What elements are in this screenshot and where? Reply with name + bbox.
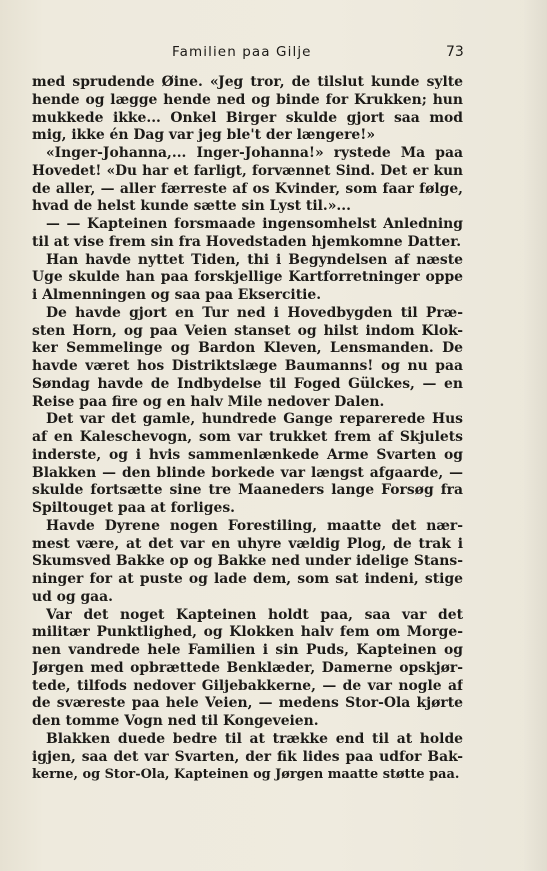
text-line: — — Kapteinen forsmaade ingensomhelst Anledning bbox=[46, 216, 463, 232]
text-line: igjen, saa det var Svarten, der fik lides paa udfor Bak- bbox=[32, 748, 463, 765]
page-edge-shadow bbox=[523, 0, 547, 871]
body-text bbox=[32, 74, 463, 784]
text-line: Blakken duede bedre til at trække end til at holde bbox=[46, 730, 463, 747]
text-line: mest være, at det var en uhyre vældig Plog, de trak i bbox=[32, 535, 463, 552]
text-line: af en Kaleschevogn, som var trukket frem af Skjulets bbox=[32, 429, 463, 445]
text-line: havde været hos Distriktslæge Baumanns! og nu paa bbox=[32, 358, 463, 374]
text-line: Blakken — den blinde borkede var længst afgaarde, — bbox=[32, 464, 463, 481]
text-line: Hovedet! «Du har et farligt, forvænnet Sind. Det er kun bbox=[32, 162, 463, 179]
text-line: skulde fortsætte sine tre Maaneders lange Forsøg fra bbox=[32, 482, 463, 499]
text-line: sten Horn, og paa Veien stanset og hilst indom Klok- bbox=[32, 322, 463, 339]
text-line: inderste, og i hvis sammenlænkede Arme Svarten og bbox=[32, 446, 463, 463]
running-title: Familien paa Gilje bbox=[172, 44, 312, 60]
text-line: Søndag havde de Indbydelse til Foged Gülckes, — en bbox=[32, 375, 463, 392]
text-line: Jørgen med opbrættede Benklæder, Damerne opskjør- bbox=[32, 659, 463, 676]
text-line: Havde Dyrene nogen Forestiling, maatte det nær- bbox=[46, 517, 463, 534]
text-line: mig, ikke én Dag var jeg ble't der længere!» bbox=[32, 127, 376, 144]
text-line: med sprudende Øine. «Jeg tror, de tilslut kunde sylte bbox=[32, 74, 463, 90]
text-line: nen vandrede hele Familien i sin Puds, Kapteinen og bbox=[32, 642, 463, 658]
text-line: Han havde nyttet Tiden, thi i Begyndelsen af næste bbox=[46, 251, 463, 268]
text-line: kerne, og Stor-Ola, Kapteinen og Jørgen maatte støtte paa. bbox=[32, 767, 460, 783]
text-line: de sværeste paa hele Veien, — medens Stor-Ola kjørte bbox=[32, 695, 463, 712]
text-line: mukkede ikke... Onkel Birger skulde gjort saa mod bbox=[32, 109, 463, 126]
text-line: Uge skulde han paa forskjellige Kartforretninger oppe bbox=[32, 269, 463, 286]
text-line: den tomme Vogn ned til Kongeveien. bbox=[32, 713, 319, 729]
text-line: Var det noget Kapteinen holdt paa, saa var det bbox=[46, 606, 463, 623]
text-line: Skumsved Bakke op og Bakke ned under idelige Stans- bbox=[32, 553, 463, 570]
text-line: ninger for at puste og lade dem, som sat indeni, stige bbox=[32, 571, 463, 587]
text-line: Spiltouget paa at forliges. bbox=[32, 500, 236, 516]
text-line: hvad de helst kunde sætte sin Lyst til.»... bbox=[32, 198, 351, 215]
text-line: de aller, — aller færreste af os Kvinder, som faar følge, bbox=[32, 180, 463, 197]
text-line: tede, tilfods nedover Giljebakkerne, — de var nogle af bbox=[32, 677, 463, 694]
text-line: «Inger-Johanna,... Inger-Johanna!» rystede Ma paa bbox=[46, 145, 463, 161]
text-line: i Almenningen og saa paa Eksercitie. bbox=[32, 287, 322, 303]
page-header bbox=[0, 44, 547, 66]
text-line: De havde gjort en Tur ned i Hovedbygden til Præ- bbox=[46, 304, 463, 321]
text-line: militær Punktlighed, og Klokken halv fem om Morge- bbox=[32, 624, 463, 641]
text-line: ker Semmelinge og Bardon Kleven, Lensmanden. De bbox=[32, 340, 463, 357]
text-line: til at vise frem sin fra Hovedstaden hjemkomne Datter. bbox=[32, 233, 462, 250]
text-line: Det var det gamle, hundrede Gange reparerede Hus bbox=[46, 411, 463, 428]
page-number: 73 bbox=[446, 44, 464, 60]
text-line: ud og gaa. bbox=[32, 588, 114, 605]
text-line: Reise paa fire og en halv Mile nedover Dalen. bbox=[32, 393, 385, 410]
text-line: hende og lægge hende ned og binde for Krukken; hun bbox=[32, 91, 463, 108]
